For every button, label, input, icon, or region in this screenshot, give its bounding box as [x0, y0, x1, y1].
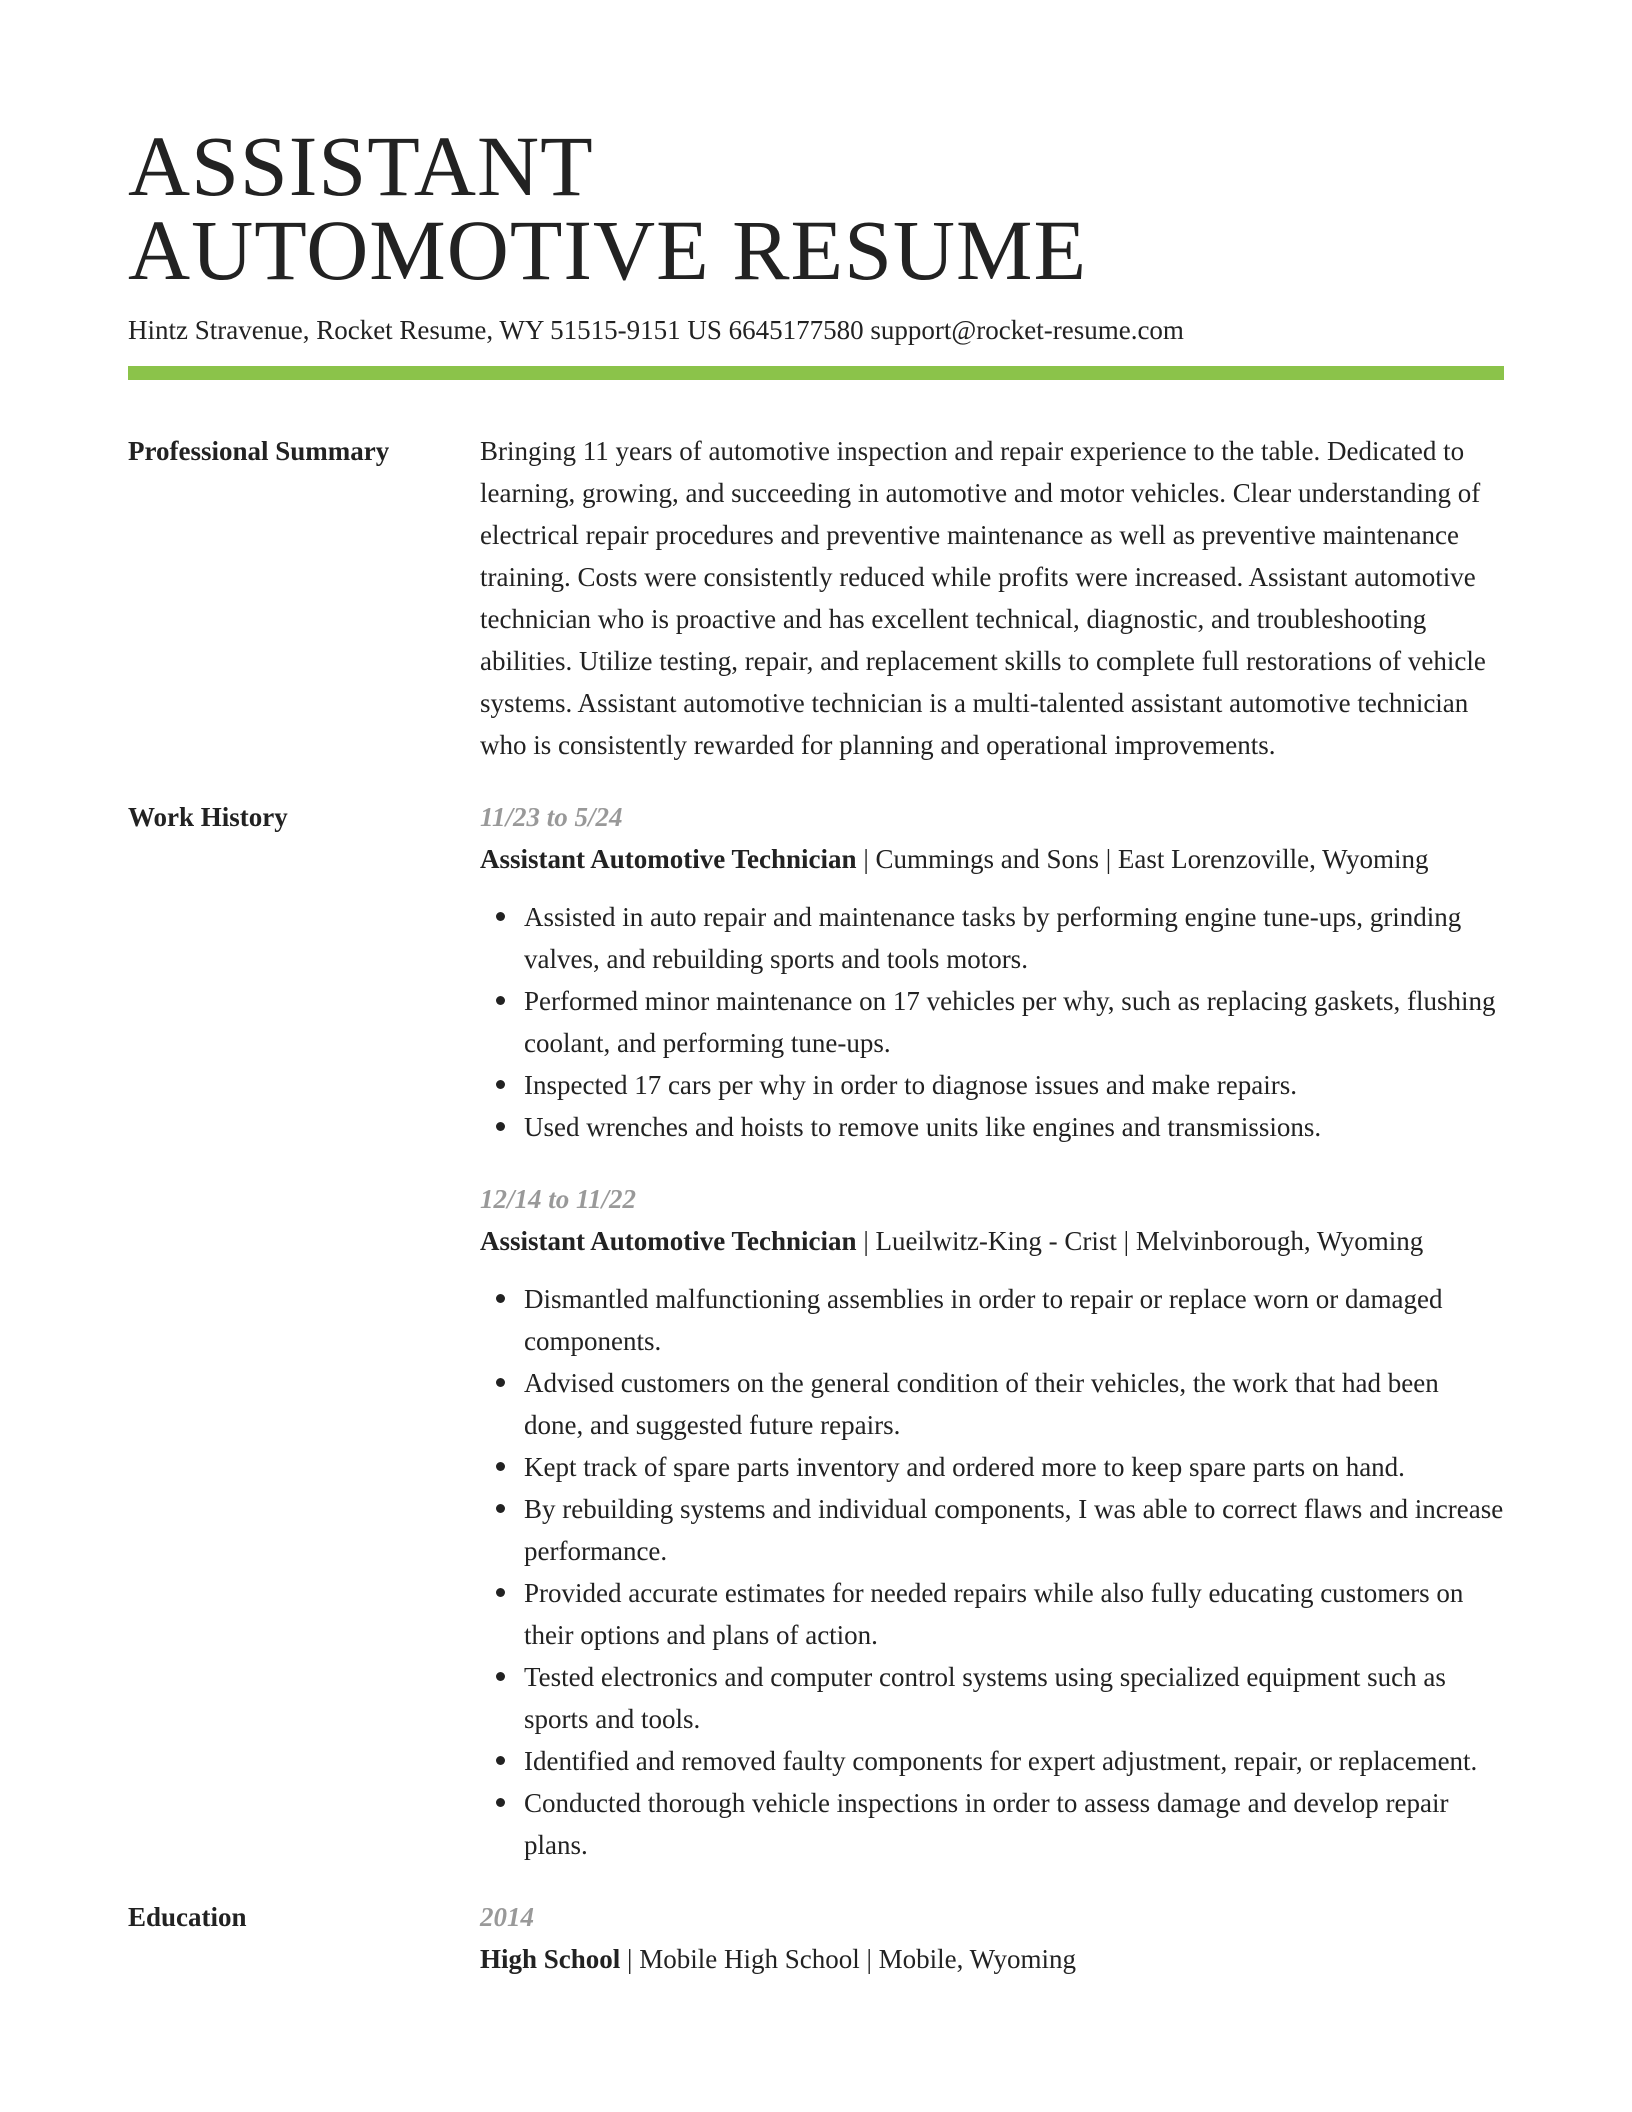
job-date: 12/14 to 11/22 — [480, 1184, 637, 1214]
resume-title — [128, 118, 1504, 298]
title-line-1: ASSISTANT — [128, 118, 594, 214]
contact-info: Hintz Stravenue, Rocket Resume, WY 51515-9151 US 6645177580 support@rocket-resume.com — [128, 315, 1184, 345]
education-date: 2014 — [480, 1902, 534, 1932]
job-details: | Cummings and Sons | East Lorenzoville, Wyoming — [856, 844, 1429, 874]
list-item: Advised customers on the general condition of their vehicles, the work that had been done, and suggested future repairs. — [524, 1362, 1504, 1446]
job-entry — [480, 796, 1504, 1148]
work-history-body — [480, 796, 1504, 1866]
list-item: Tested electronics and computer control systems using specialized equipment such as sports and tools. — [524, 1656, 1504, 1740]
job-role: Assistant Automotive Technician — [480, 1226, 857, 1256]
accent-divider — [128, 366, 1504, 380]
section-label-summary: Professional Summary — [128, 436, 390, 466]
job-bullets — [480, 896, 1504, 1148]
list-item: Kept track of spare parts inventory and ordered more to keep spare parts on hand. — [524, 1446, 1504, 1488]
list-item: Used wrenches and hoists to remove units like engines and transmissions. — [524, 1106, 1504, 1148]
job-role: Assistant Automotive Technician — [480, 844, 857, 874]
job-title-line — [480, 838, 1504, 880]
job-entry — [480, 1178, 1504, 1866]
job-title-line — [480, 1220, 1504, 1262]
summary-text: Bringing 11 years of automotive inspection and repair experience to the table. Dedicated to learning, growing, and succeeding in automotive and motor vehicles. Clear understanding of electrical repair procedures and preventive maintenance as well as preventive maintenance training. Costs were consistently reduced while profits were increased. Assistant automotive technician who is proactive and has excellent technical, diagnostic, and troubleshooting abilities. Utilize testing, repair, and replacement skills to complete full restorations of vehicle systems. Assistant automotive technician is a multi-talented assistant automotive technician who is consistently rewarded for planning and operational improvements. — [480, 436, 1486, 760]
education-section — [128, 1896, 1504, 1980]
section-label-work: Work History — [128, 802, 288, 832]
education-details: | Mobile High School | Mobile, Wyoming — [620, 1944, 1076, 1974]
job-bullets — [480, 1278, 1504, 1866]
list-item: Dismantled malfunctioning assemblies in order to repair or replace worn or damaged components. — [524, 1278, 1504, 1362]
title-line-2: AUTOMOTIVE RESUME — [128, 202, 1088, 298]
list-item: Conducted thorough vehicle inspections in order to assess damage and develop repair plans. — [524, 1782, 1504, 1866]
section-label-education: Education — [128, 1902, 247, 1932]
job-details: | Lueilwitz-King - Crist | Melvinborough, Wyoming — [856, 1226, 1424, 1256]
list-item: Assisted in auto repair and maintenance tasks by performing engine tune-ups, grinding valves, and rebuilding sports and tools motors. — [524, 896, 1504, 980]
education-body — [480, 1896, 1504, 1980]
list-item: Inspected 17 cars per why in order to diagnose issues and make repairs. — [524, 1064, 1504, 1106]
work-history-section — [128, 796, 1504, 1866]
job-date: 11/23 to 5/24 — [480, 802, 623, 832]
list-item: Identified and removed faulty components for expert adjustment, repair, or replacement. — [524, 1740, 1504, 1782]
list-item: Provided accurate estimates for needed repairs while also fully educating customers on their options and plans of action. — [524, 1572, 1504, 1656]
list-item: Performed minor maintenance on 17 vehicles per why, such as replacing gaskets, flushing coolant, and performing tune-ups. — [524, 980, 1504, 1064]
education-degree: High School — [480, 1944, 621, 1974]
summary-section — [128, 430, 1504, 766]
education-line — [480, 1938, 1504, 1980]
list-item: By rebuilding systems and individual components, I was able to correct flaws and increase performance. — [524, 1488, 1504, 1572]
